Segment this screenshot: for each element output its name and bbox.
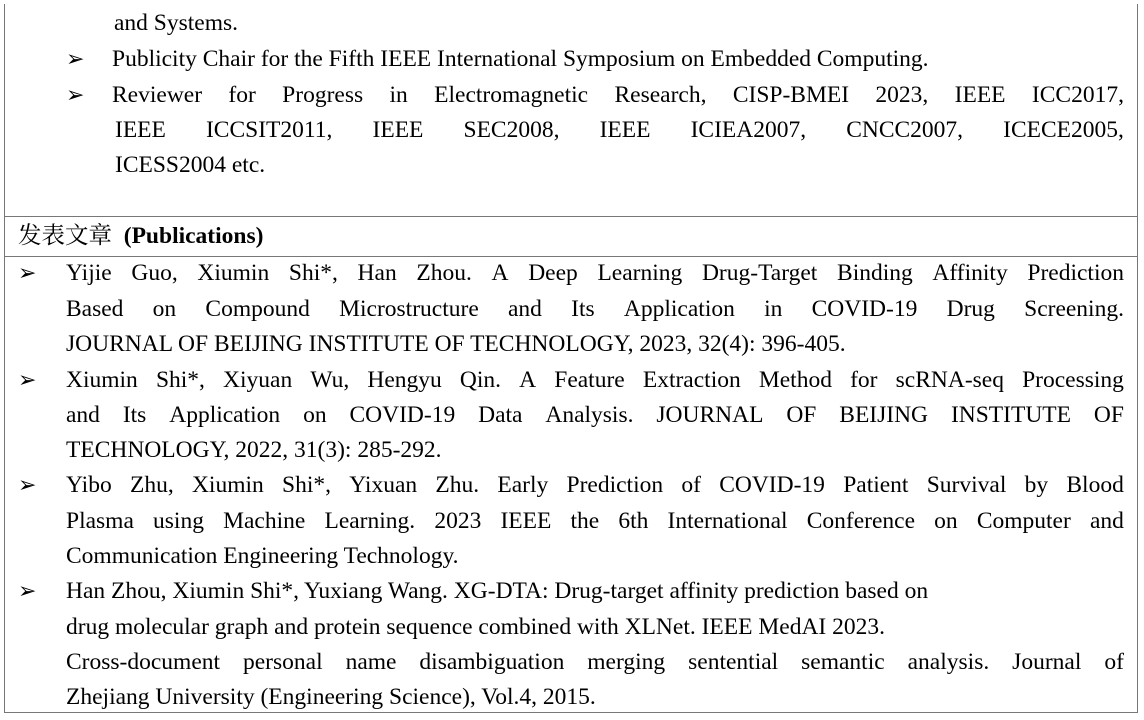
service-item-reviewer-line-2	[115, 115, 1124, 145]
publication-4-line-4: Zhejiang University (Engineering Science), Vol.4, 2015.	[66, 684, 596, 710]
word: of	[681, 472, 701, 498]
word: Yixuan	[349, 472, 418, 498]
word: Early	[497, 472, 549, 498]
bullet-arrow-icon: ➢	[18, 472, 37, 497]
word: Xiumin	[66, 367, 138, 393]
word: BEIJING	[839, 402, 929, 428]
publication-3-line-2	[66, 506, 1124, 536]
publication-1-line-3: JOURNAL OF BEIJING INSTITUTE OF TECHNOLOGY, 2023, 32(4): 396-405.	[66, 331, 846, 357]
word: Survival	[926, 472, 1007, 498]
word: Zhu,	[129, 472, 174, 498]
word: scRNA-seq	[895, 367, 1004, 393]
word: Application	[623, 296, 735, 322]
word: for	[850, 367, 878, 393]
word: International	[667, 508, 788, 534]
word: Hengyu	[367, 367, 442, 393]
word: Xiumin	[197, 260, 270, 286]
publication-4-line-1: Han Zhou, Xiumin Shi*, Yuxiang Wang. XG-DTA: Drug-target affinity prediction based on	[66, 578, 929, 604]
word: 2023,	[875, 82, 929, 108]
word: OF	[1093, 402, 1124, 428]
word: Drug	[946, 296, 995, 322]
word: on	[152, 296, 177, 322]
word: Patient	[843, 472, 909, 498]
word: Shi*,	[288, 260, 338, 286]
word: Processing	[1022, 367, 1124, 393]
word: 6th	[618, 508, 649, 534]
word: Extraction	[642, 367, 741, 393]
word: merging	[587, 649, 666, 675]
word: ICIEA2007,	[690, 117, 807, 143]
word: Analysis.	[545, 402, 634, 428]
word: Plasma	[66, 508, 134, 534]
word: JOURNAL	[656, 402, 764, 428]
publication-3-line-3: Communication Engineering Technology.	[66, 543, 459, 569]
word: using	[153, 508, 204, 534]
word: A	[519, 367, 537, 393]
word: and	[1089, 508, 1124, 534]
word: IEEE	[372, 117, 424, 143]
word: Based	[66, 296, 124, 322]
service-item-publicity-chair: Publicity Chair for the Fifth IEEE International Symposium on Embedded Computing.	[112, 46, 929, 72]
word: A	[491, 260, 509, 286]
word: IEEE	[599, 117, 651, 143]
word: INSTITUTE	[950, 402, 1072, 428]
publication-2-line-3: TECHNOLOGY, 2022, 31(3): 285-292.	[66, 437, 442, 463]
word: Its	[571, 296, 595, 322]
publications-heading	[18, 221, 263, 251]
bullet-arrow-icon: ➢	[18, 367, 37, 392]
word: Yijie	[66, 260, 112, 286]
word: Machine	[223, 508, 306, 534]
bullet-arrow-icon: ➢	[18, 260, 37, 285]
word: Research,	[614, 82, 707, 108]
word: Deep	[528, 260, 578, 286]
word: Xiumin	[191, 472, 264, 498]
word: SEC2008,	[463, 117, 560, 143]
word: Electromagnetic	[434, 82, 589, 108]
word: in	[389, 82, 408, 108]
word: Journal	[1012, 649, 1082, 675]
heading-divider	[5, 256, 1137, 257]
section-divider	[5, 216, 1137, 217]
word: the	[570, 508, 600, 534]
word: Conference	[806, 508, 916, 534]
word: ICC2017,	[1031, 82, 1124, 108]
bullet-arrow-icon: ➢	[18, 578, 37, 603]
publication-4-line-3	[66, 647, 1124, 677]
word: Learning	[597, 260, 683, 286]
word: of	[1104, 649, 1124, 675]
word: Computer	[976, 508, 1071, 534]
word: Application	[169, 402, 281, 428]
word: IEEE	[954, 82, 1006, 108]
word: 2023	[434, 508, 482, 534]
word: COVID-19	[719, 472, 825, 498]
word: Microstructure	[339, 296, 479, 322]
word: Its	[122, 402, 147, 428]
word: ICECE2005,	[1003, 117, 1124, 143]
word: by	[1024, 472, 1049, 498]
publications-heading-cn: 发表文章	[18, 223, 112, 249]
word: Binding	[837, 260, 913, 286]
word: Prediction	[566, 472, 664, 498]
word: semantic	[801, 649, 885, 675]
publication-2-line-1	[66, 365, 1124, 395]
bullet-arrow-icon: ➢	[66, 46, 85, 71]
word: on	[934, 508, 958, 534]
word: and	[66, 402, 100, 428]
word: OF	[786, 402, 817, 428]
word: IEEE	[115, 117, 166, 143]
word: COVID-19	[349, 402, 456, 428]
publication-2-line-2	[66, 400, 1124, 430]
word: Shi*,	[282, 472, 331, 498]
word: Drug-Target	[701, 260, 818, 286]
word: CNCC2007,	[846, 117, 964, 143]
word: Qin.	[459, 367, 502, 393]
word: name	[345, 649, 397, 675]
word: Data	[478, 402, 523, 428]
word: Screening.	[1024, 296, 1124, 322]
word: Blood	[1066, 472, 1124, 498]
word: Wu,	[310, 367, 350, 393]
word: on	[303, 402, 327, 428]
word: Han	[357, 260, 397, 286]
word: in	[764, 296, 783, 322]
word: Prediction	[1027, 260, 1124, 286]
word: and	[508, 296, 542, 322]
word: personal	[243, 649, 323, 675]
word: disambiguation	[419, 649, 565, 675]
word: Progress	[282, 82, 364, 108]
word: Shi*,	[155, 367, 205, 393]
bullet-arrow-icon: ➢	[66, 82, 85, 107]
word: Zhou.	[416, 260, 472, 286]
word: Guo,	[131, 260, 178, 286]
publication-4-line-2: drug molecular graph and protein sequence combined with XLNet. IEEE MedAI 2023.	[66, 614, 885, 640]
publication-3-line-1	[66, 470, 1124, 500]
word: sentential	[688, 649, 779, 675]
publications-heading-en: (Publications)	[123, 223, 264, 249]
service-item-reviewer-line-3: ICESS2004 etc.	[115, 152, 266, 178]
word: Feature	[554, 367, 625, 393]
word: COVID-19	[811, 296, 918, 322]
word: for	[228, 82, 256, 108]
word: Reviewer	[112, 82, 203, 108]
publication-1-line-2	[66, 294, 1124, 324]
word: Affinity	[932, 260, 1008, 286]
word: analysis.	[907, 649, 990, 675]
word: ICCSIT2011,	[205, 117, 333, 143]
word: Method	[758, 367, 832, 393]
service-continuation-line: and Systems.	[114, 10, 239, 36]
publication-1-line-1	[66, 258, 1124, 288]
word: Cross-document	[66, 649, 221, 675]
word: Compound	[205, 296, 310, 322]
word: Zhu.	[435, 472, 480, 498]
service-item-reviewer-line-1	[112, 80, 1124, 110]
word: CISP-BMEI	[732, 82, 850, 108]
word: Learning.	[324, 508, 416, 534]
word: Xiyuan	[223, 367, 293, 393]
word: Yibo	[66, 472, 112, 498]
word: IEEE	[500, 508, 552, 534]
